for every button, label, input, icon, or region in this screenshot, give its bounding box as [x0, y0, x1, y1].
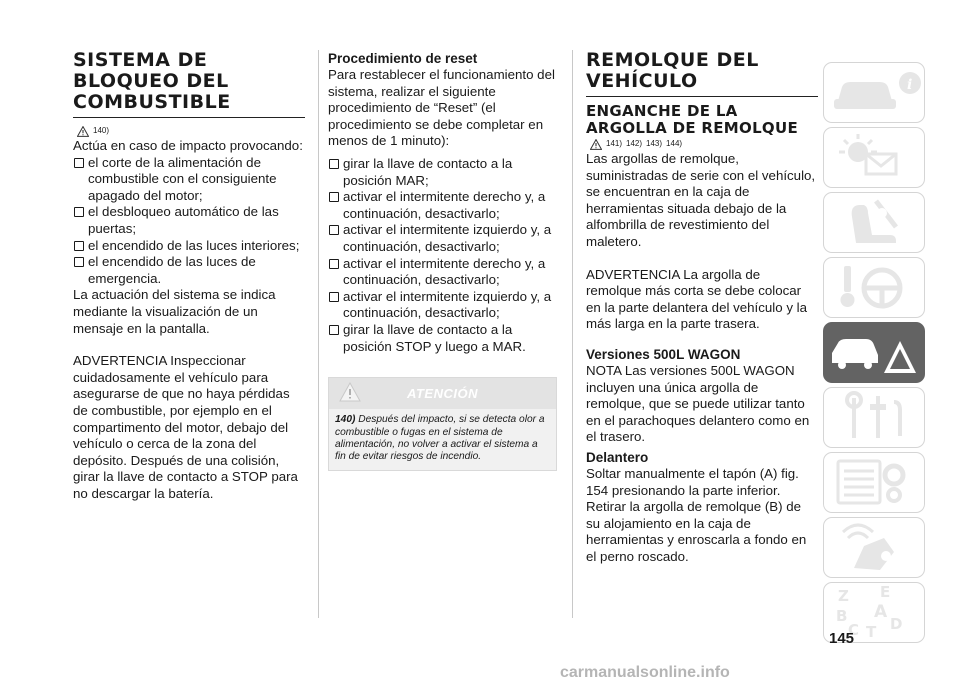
title-line: BLOQUEO DEL: [73, 70, 229, 92]
chapter-tabs: [823, 62, 925, 647]
list-item-text: activar el intermitente derecho y, a continuación, desactivarlo;: [343, 189, 546, 221]
attention-body: [329, 409, 556, 470]
ref-number: 143): [646, 139, 663, 148]
section-title: [586, 50, 818, 92]
seat-airbag-icon: [824, 193, 924, 250]
breakdown-icon: [824, 323, 924, 380]
tab-technical-data[interactable]: [823, 452, 925, 513]
tab-warning-lights[interactable]: [823, 127, 925, 188]
index-letter: D: [890, 615, 903, 633]
ref-number: 141): [606, 139, 623, 148]
list-item-text: activar el intermitente izquierdo y, a continuación, desactivarlo;: [343, 288, 552, 321]
section-title: [73, 50, 305, 113]
subsection-title: Procedimiento de reset: [328, 51, 478, 66]
attention-number: 140): [335, 414, 356, 426]
warning-refs: [77, 124, 305, 138]
list-item-text: el encendido de las luces interiores;: [88, 237, 300, 253]
svg-text:i: i: [907, 77, 913, 93]
list-item: [328, 322, 562, 355]
bullet-square-icon: [74, 257, 84, 267]
ref-number: 140): [93, 126, 110, 135]
warning-lights-icon: [824, 128, 924, 185]
tab-starting-driving[interactable]: [823, 257, 925, 318]
list-item-text: activar el intermitente derecho y, a continuación, desactivarlo;: [343, 255, 546, 288]
subsection-heading: [586, 103, 818, 137]
subsection-title: Versiones 500L WAGON: [586, 346, 741, 362]
list-item: [73, 155, 305, 205]
title-rule: [73, 117, 305, 118]
index-letter: A: [874, 602, 888, 622]
advertencia-paragraph: ADVERTENCIA La argolla de remolque más corta se debe colocar en la parte delantera del vehículo y la más larga en la parte trasera.: [586, 266, 808, 332]
list-item: [73, 238, 305, 255]
ref-number: 144): [666, 139, 683, 148]
attention-box: [328, 377, 557, 471]
attention-header: [329, 378, 556, 409]
tab-breakdown[interactable]: [823, 322, 925, 383]
nota-paragraph: NOTA Las versiones 500L WAGON incluyen una única argolla de remolque, que se puede utilizar tanto en el parachoques delantero como en el trasero.: [586, 362, 810, 445]
title-line: REMOLQUE DEL: [586, 49, 759, 71]
list-item: [328, 189, 562, 222]
index-letter: B: [836, 607, 848, 625]
column-reset-procedure: [328, 50, 562, 471]
bullet-square-icon: [74, 207, 84, 217]
attention-title: ATENCIÓN: [407, 386, 478, 402]
warning-triangle-icon: [590, 139, 602, 150]
tab-safety[interactable]: [823, 192, 925, 253]
tab-multimedia[interactable]: [823, 517, 925, 578]
watermark: carmanualsonline.info: [560, 664, 730, 681]
list-item-text: el encendido de las luces de emergencia.: [88, 254, 256, 286]
index-letter: Z: [838, 587, 849, 605]
index-letter: T: [866, 623, 877, 640]
ref-number: 142): [626, 139, 643, 148]
tab-maintenance[interactable]: [823, 387, 925, 448]
index-letter: E: [880, 583, 891, 601]
list-item: [328, 156, 562, 189]
intro-text: Para restablecer el funcionamiento del sistema, realizar el siguiente procedimiento de “Reset” (el procedimiento se debe completar en menos de 1 minuto):: [328, 67, 555, 149]
bullet-square-icon: [74, 241, 84, 251]
list-item-text: el corte de la alimentación de combustible con el consiguiente apagado del motor;: [88, 154, 277, 203]
paragraph: Las argollas de remolque, suministradas de serie con el vehículo, se encuentran en la caja de herramientas situada debajo de la alfombrilla de revestimiento del maletero.: [586, 151, 816, 249]
advertencia-paragraph: ADVERTENCIA Inspeccionar cuidadosamente el vehículo para asegurarse de que no haya pérdidas de combustible, por ejemplo en el compartimento del motor, debajo del vehículo o cerca de la zona del depósito. Después de una colisión, girar la llave de contacto a STOP para no descargar la batería.: [73, 353, 298, 501]
list-item-text: girar la llave de contacto a la posición MAR;: [343, 155, 513, 188]
list-item: [73, 204, 305, 237]
bullet-square-icon: [329, 159, 339, 169]
list-item-text: el desbloqueo automático de las puertas;: [88, 204, 279, 236]
column-towing: [586, 50, 818, 565]
paragraph: La actuación del sistema se indica mediante la visualización de un mensaje en la pantalla.: [73, 287, 276, 336]
column-divider: [318, 50, 319, 618]
warning-refs: [590, 137, 818, 151]
multimedia-icon: [824, 518, 924, 575]
title-rule: [586, 96, 818, 97]
tab-car-info[interactable]: [823, 62, 925, 123]
heading-line: ARGOLLA DE REMOLQUE: [586, 119, 799, 137]
subsection-title: Delantero: [586, 449, 649, 465]
title-line: COMBUSTIBLE: [73, 91, 231, 113]
bullet-square-icon: [329, 225, 339, 235]
key-steering-wheel-icon: [824, 258, 924, 315]
title-line: VEHÍCULO: [586, 70, 698, 92]
list-item: [328, 289, 562, 322]
heading-line: ENGANCHE DE LA: [586, 102, 738, 120]
maintenance-icon: [824, 388, 924, 445]
bullet-square-icon: [329, 259, 339, 269]
index-letter: C: [848, 621, 860, 639]
bullet-square-icon: [329, 292, 339, 302]
paragraph: Soltar manualmente el tapón (A) fig. 154 presionando la parte inferior. Retirar la argolla de remolque (B) de su alojamiento en la caja de herramientas y enroscarla a fondo en el perno roscado.: [586, 465, 807, 564]
list-item: [73, 254, 305, 287]
bullet-square-icon: [329, 325, 339, 335]
list-item: [328, 222, 562, 255]
column-fuel-cutoff: [73, 50, 305, 502]
list-item-text: girar la llave de contacto a la posición STOP y luego a MAR.: [343, 321, 526, 354]
attention-text: Después del impacto, si se detecta olor a combustible o fugas en el sistema de alimentación, no volver a activar el sistema a fin de evitar riesgos de incendio.: [335, 414, 545, 463]
bullet-square-icon: [329, 192, 339, 202]
bullet-square-icon: [74, 158, 84, 168]
list-item-text: activar el intermitente izquierdo y, a continuación, desactivarlo;: [343, 222, 552, 254]
column-divider: [572, 50, 573, 618]
page-number: 145: [829, 630, 855, 647]
technical-data-icon: [824, 453, 924, 510]
warning-triangle-icon: [77, 126, 89, 137]
title-line: SISTEMA DE: [73, 49, 208, 71]
car-info-icon: [824, 63, 924, 120]
intro-text: Actúa en caso de impacto provocando:: [73, 138, 303, 153]
list-item: [328, 256, 562, 289]
